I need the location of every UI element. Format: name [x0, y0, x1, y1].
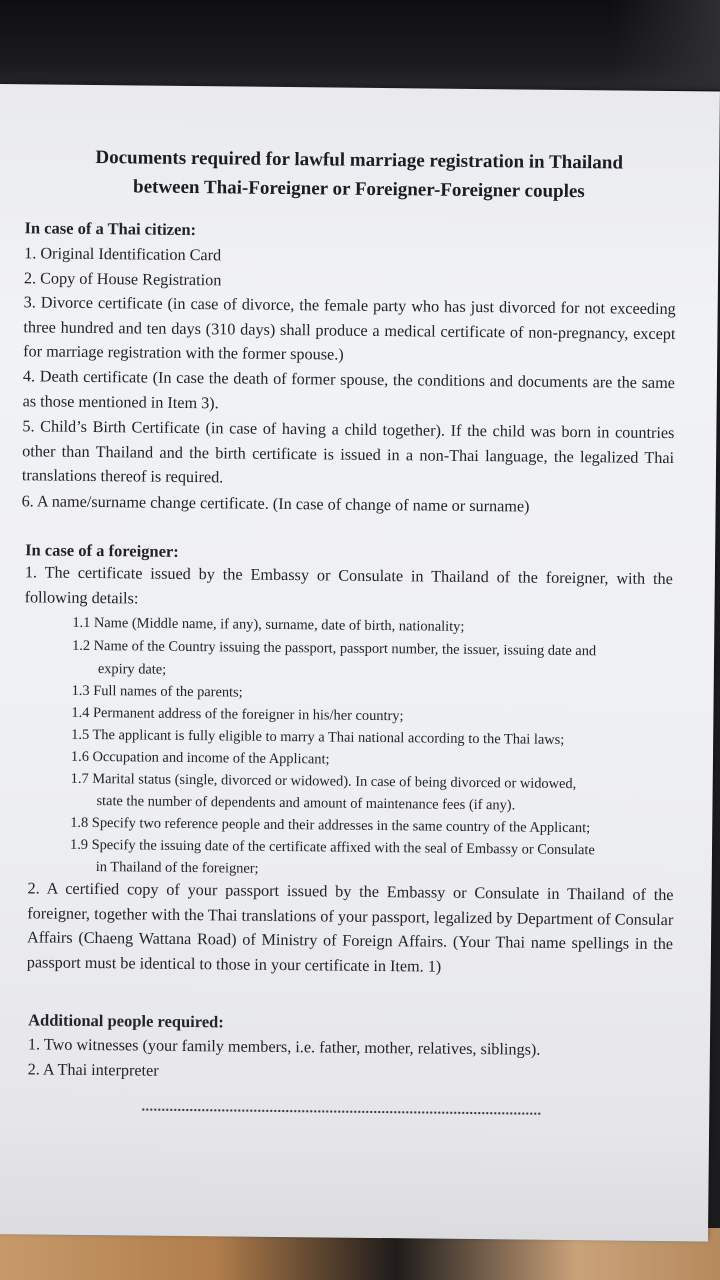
- foreigner-sub-1-4: 1.4 Permanent address of the foreigner in his/her country;: [71, 704, 404, 725]
- additional-item-1: 1. Two witnesses (your family members, i.e. father, mother, relatives, siblings).: [27, 1035, 541, 1059]
- thai-item-5: 5. Child’s Birth Certificate (in case of having a child together). If the child was born in countries other than Thailand and the birth certificate is issued in a non-Thai language, the legalized Thai translations thereof is required.: [21, 417, 675, 487]
- foreigner-sub-1-2b: expiry date;: [97, 661, 167, 678]
- thai-item-3: 3. Divorce certificate (in case of divorce, the female party who has just divorced for not exceeding three hundred and ten days (310 days) shall produce a medical certificate of non-pregnancy, except for marriage registration with the former spouse.): [23, 293, 676, 364]
- foreigner-item-1: 1. The certificate issued by the Embassy or Consulate in Thailand of the foreigner, with the following details:: [24, 563, 673, 607]
- foreigner-sub-1-6: 1.6 Occupation and income of the Applicant;: [70, 748, 330, 768]
- foreigner-section-heading: In case of a foreigner:: [25, 540, 179, 561]
- foreigner-sub-1-3: 1.3 Full names of the parents;: [71, 682, 243, 701]
- thai-item-4: 4. Death certificate (In case the death of former spouse, the conditions and documents are the same as those mentioned in Item 3).: [22, 367, 675, 412]
- thai-section-heading: In case of a Thai citizen:: [24, 218, 197, 240]
- thai-item-6: 6. A name/surname change certificate. (In case of change of name or surname): [21, 492, 530, 516]
- foreigner-sub-1-2a: 1.2 Name of the Country issuing the passport, passport number, the issuer, issuing date and: [72, 637, 597, 660]
- dotted-divider: [141, 1108, 541, 1116]
- foreigner-sub-1-8: 1.8 Specify two reference people and their addresses in the same country of the Applicant;: [70, 814, 591, 837]
- background-top: [0, 0, 720, 90]
- foreigner-item-2: 2. A certified copy of your passport issued by the Embassy or Consulate in Thailand of the foreigner, together with the Thai translations of your passport, legalized by Department of Consular Affairs (Chaeng Wattana Road) of Ministry of Foreign Affairs. (Your Thai name spellings in the passport must be identical to those in your certificate in Item. 1): [26, 879, 674, 976]
- title-line-1: Documents required for lawful marriage registration in Thailand: [95, 147, 624, 174]
- document-sheet: [0, 84, 720, 1241]
- foreigner-sub-1-9b: in Thailand of the foreigner;: [95, 859, 259, 877]
- thai-item-2: 2. Copy of House Registration: [23, 269, 222, 290]
- foreigner-sub-1-1: 1.1 Name (Middle name, if any), surname, date of birth, nationality;: [72, 614, 465, 635]
- foreigner-sub-1-9a: 1.9 Specify the issuing date of the certificate affixed with the seal of Embassy or Consulate: [69, 836, 595, 859]
- foreigner-sub-1-5: 1.5 The applicant is fully eligible to marry a Thai national according to the Thai laws;: [71, 726, 565, 748]
- additional-section-heading: Additional people required:: [28, 1010, 224, 1032]
- document-title: [39, 142, 680, 207]
- title-line-2: between Thai-Foreigner or Foreigner-Foreigner couples: [132, 176, 585, 203]
- thai-item-1: 1. Original Identification Card: [24, 244, 222, 265]
- foreigner-sub-1-7a: 1.7 Marital status (single, divorced or widowed). In case of being divorced or widowed,: [70, 770, 577, 793]
- additional-item-2: 2. A Thai interpreter: [27, 1060, 159, 1080]
- foreigner-sub-1-7b: state the number of dependents and amount of maintenance fees (if any).: [96, 793, 516, 814]
